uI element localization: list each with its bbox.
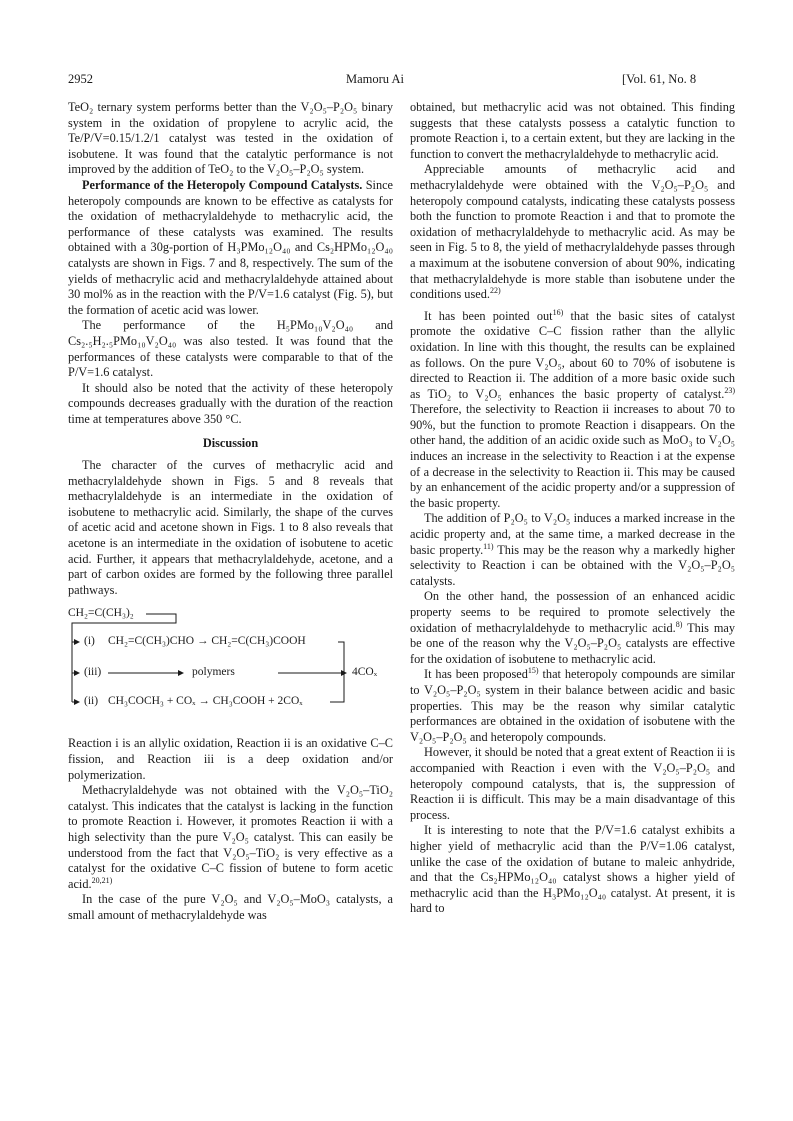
reactant-branch-line bbox=[72, 614, 176, 702]
paragraph-text: Appreciable amounts of methacrylic acid and methacrylaldehyde were obtained with the V₂O₅–P₂O₅ and heteropoly compound catalysts, indicating these catalysts possess both the function to promote Reaction i and that to promote the oxidation of methacrylaldehyde to methacrylic acid. As may be seen in Fig. 5 to 8, the yield of methacrylaldehyde passes through a maximum at the isobutene conversion of about 90%, indicating that methacrylaldehyde is more stable than isobutene under the conditions used. bbox=[410, 162, 735, 302]
paragraph-text: Therefore, the selectivity to Reaction ii increases to about 70 to 90%, but the function to promote Reaction i disappears. On the other hand, the addition of an acidic oxide such as MoO₃ to V₂O₅ induces an increase in the selectivity to Reaction i at the expense of a decrease in the selectivity to Reaction ii. This may be caused by an enhancement of the acidic property and/or a suppression of the basic property. bbox=[410, 402, 735, 510]
paragraph-text: This may be the reason why a markedly higher selectivity to Reaction i can be obtained with the V₂O₅–P₂O₅ catalysts. bbox=[410, 542, 735, 588]
paragraph: The performance of the H₅PMo₁₀V₂O₄₀ and Cs₂.₅H₂.₅PMo₁₀V₂O₄₀ was also tested. It was found that the performances of these catalysts were comparable to that of the P/V=1.6 catalyst. bbox=[68, 318, 393, 380]
reference-marker: 20,21) bbox=[91, 875, 113, 885]
paragraph-text: This may be one of the reason why the V₂O₅–P₂O₅ catalysts are effective for the oxidation of isobutene to methacrylic acid. bbox=[410, 620, 735, 666]
paragraph-text: On the other hand, the possession of an enhanced acidic property seems to be required to promote selectively the oxidation of methacrylaldehyde to methacrylic acid. bbox=[410, 589, 735, 635]
run-in-heading: Performance of the Heteropoly Compound Catalysts. bbox=[82, 177, 363, 192]
paragraph bbox=[68, 178, 393, 318]
final-product: 4COₓ bbox=[352, 666, 378, 679]
paragraph bbox=[410, 589, 735, 667]
reference-marker: 8) bbox=[675, 619, 683, 629]
section-title: Discussion bbox=[202, 436, 259, 451]
paragraph: Reaction i is an allylic oxidation, Reaction ii is an oxidative C–C fission, and Reaction iii is a deep oxidation and/or polymerization. bbox=[68, 736, 393, 782]
paragraph bbox=[410, 162, 735, 302]
volume-info: [Vol. 61, No. 8 bbox=[622, 72, 697, 86]
paragraph bbox=[410, 511, 735, 589]
reaction-scheme bbox=[68, 606, 393, 726]
paragraph-text: The addition of P₂O₅ to V₂O₅ induces a marked increase in the acidic property and, at the same time, a marked decrease in the basic property. bbox=[410, 511, 735, 557]
path-i-products: CH₂=C(CH₃)CHO → CH₂=C(CH₃)COOH bbox=[108, 635, 306, 648]
path-iii-products: polymers bbox=[192, 666, 235, 679]
paragraph-text: It has been pointed out bbox=[424, 308, 553, 323]
reference-marker: 16) bbox=[552, 307, 564, 317]
paragraph-text: Methacrylaldehyde was not obtained with the V₂O₅–TiO₂ catalyst. This indicates that the catalyst is lacking in the function to promote Reaction i. However, it promotes Reaction ii with a high selectivity than the pure V₂O₅ catalyst. This can easily be understood from the fact that V₂O₅–TiO₂ is very effective as a catalyst for the oxidative C–C fission of butene to form acetic acid. bbox=[68, 783, 393, 891]
paragraph-text: that heteropoly compounds are similar to V₂O₅–P₂O₅ system in their balance between acidic and basic properties. This may be the reason why similar catalytic performances are obtained in the oxidation of isobutene with the V₂O₅–P₂O₅ and heteropoly compounds. bbox=[410, 667, 736, 744]
paragraph bbox=[410, 667, 735, 745]
reference-marker: 22) bbox=[489, 286, 501, 296]
reference-marker: 11) bbox=[483, 541, 494, 551]
running-author: Mamoru Ai bbox=[346, 72, 404, 86]
page-number: 2952 bbox=[68, 72, 93, 86]
paragraph: The character of the curves of methacrylic acid and methacrylaldehyde shown in Figs. 5 and 8 reveals that methacrylaldehyde is an intermediate in the oxidation of isobutene to methacrylic acid. Similarly, the shape of the curves of acetic acid and acetone shown in Figs. 1 to 8 also reveals that acetone is an intermediate in the oxidation of isobutene to acetic acid. Further, it appears that methacrylaldehyde, acetone, and a part of carbon oxides are formed by the following three parallel pathways. bbox=[68, 458, 393, 597]
reactant-isobutene: CH₂=C(CH₃)₂ bbox=[68, 607, 134, 620]
paragraph: In the case of the pure V₂O₅ and V₂O₅–MoO₃ catalysts, a small amount of methacrylaldehyde was bbox=[68, 892, 393, 922]
left-column bbox=[68, 100, 393, 924]
paragraph bbox=[410, 309, 735, 512]
path-i-label: (i) bbox=[84, 635, 95, 648]
path-ii-label: (ii) bbox=[84, 695, 99, 708]
path-ii-products: CH₃COCH₃ + COₓ → CH₃COOH + 2COₓ bbox=[108, 695, 303, 708]
product-bracket bbox=[330, 642, 344, 702]
paragraph-text: It has been proposed bbox=[424, 667, 528, 682]
paragraph: It is interesting to note that the P/V=1.6 catalyst exhibits a higher yield of methacrylic acid than the P/V=1.06 catalyst, unlike the case of the oxidation of butane to maleic anhydride, and that the Cs₂HPMo₁₂O₄₀ catalyst shows a higher yield of methacrylic acid than the H₃PMo₁₂O₄₀ catalyst. At present, it is hard to bbox=[410, 823, 735, 916]
paragraph bbox=[68, 783, 393, 892]
paragraph: obtained, but methacrylic acid was not obtained. This finding suggests that these catalysts possess a catalytic function to promote Reaction i, to a certain extent, but they are lacking in the function to convert the methacrylaldehyde to methacrylic acid. bbox=[410, 100, 735, 161]
paragraph-text: Since heteropoly compounds are known to be effective as catalysts for the oxidation of methacrylaldehyde to methacrylic acid, the performance of these catalysts was examined. The results obtained with a 30g-portion of H₃PMo₁₂O₄₀ and Cs₂HPMo₁₂O₄₀ catalysts are shown in Figs. 7 and 8, respectively. The sum of the yields of methacrylic acid and methacrylaldehyde attained about 30 mol% as in the reaction with the P/V=1.6 catalyst (Fig. 5), but the formation of acetic acid was lower. bbox=[68, 177, 394, 317]
path-iii-label: (iii) bbox=[84, 666, 102, 679]
reference-marker: 15) bbox=[527, 666, 539, 676]
paragraph: It should also be noted that the activity of these heteropoly compounds decreases gradually with the duration of the reaction time at temperatures above 350 °C. bbox=[68, 380, 393, 426]
reference-marker: 23) bbox=[724, 385, 735, 395]
right-column bbox=[410, 100, 735, 917]
paragraph-text: that the basic sites of catalyst promote the oxidative C–C fission rather than the allylic oxidation. In line with this thought, the results can be explained as follows. On the pure V₂O₅, about 60 to 70% of isobutene is directed to Reaction ii. The addition of a more basic oxide such as TiO₂ to V₂O₅ enhances the basic property of catalyst. bbox=[410, 308, 735, 401]
paragraph: TeO₂ ternary system performs better than the V₂O₅–P₂O₅ binary system in the oxidation of propylene to acrylic acid, the Te/P/V=0.15/1.2/1 catalyst was tested in the oxidation of isobutene. It was found that the catalytic performance is not improved by the addition of TeO₂ to the V₂O₅–P₂O₅ system. bbox=[68, 100, 393, 177]
paragraph: However, it should be noted that a great extent of Reaction ii is accompanied with Reaction i even with the V₂O₅–P₂O₅ and heteropoly compound catalysts, that is, the suppression of Reaction ii is difficult. This may be a main disadvantage of this process. bbox=[410, 745, 735, 822]
